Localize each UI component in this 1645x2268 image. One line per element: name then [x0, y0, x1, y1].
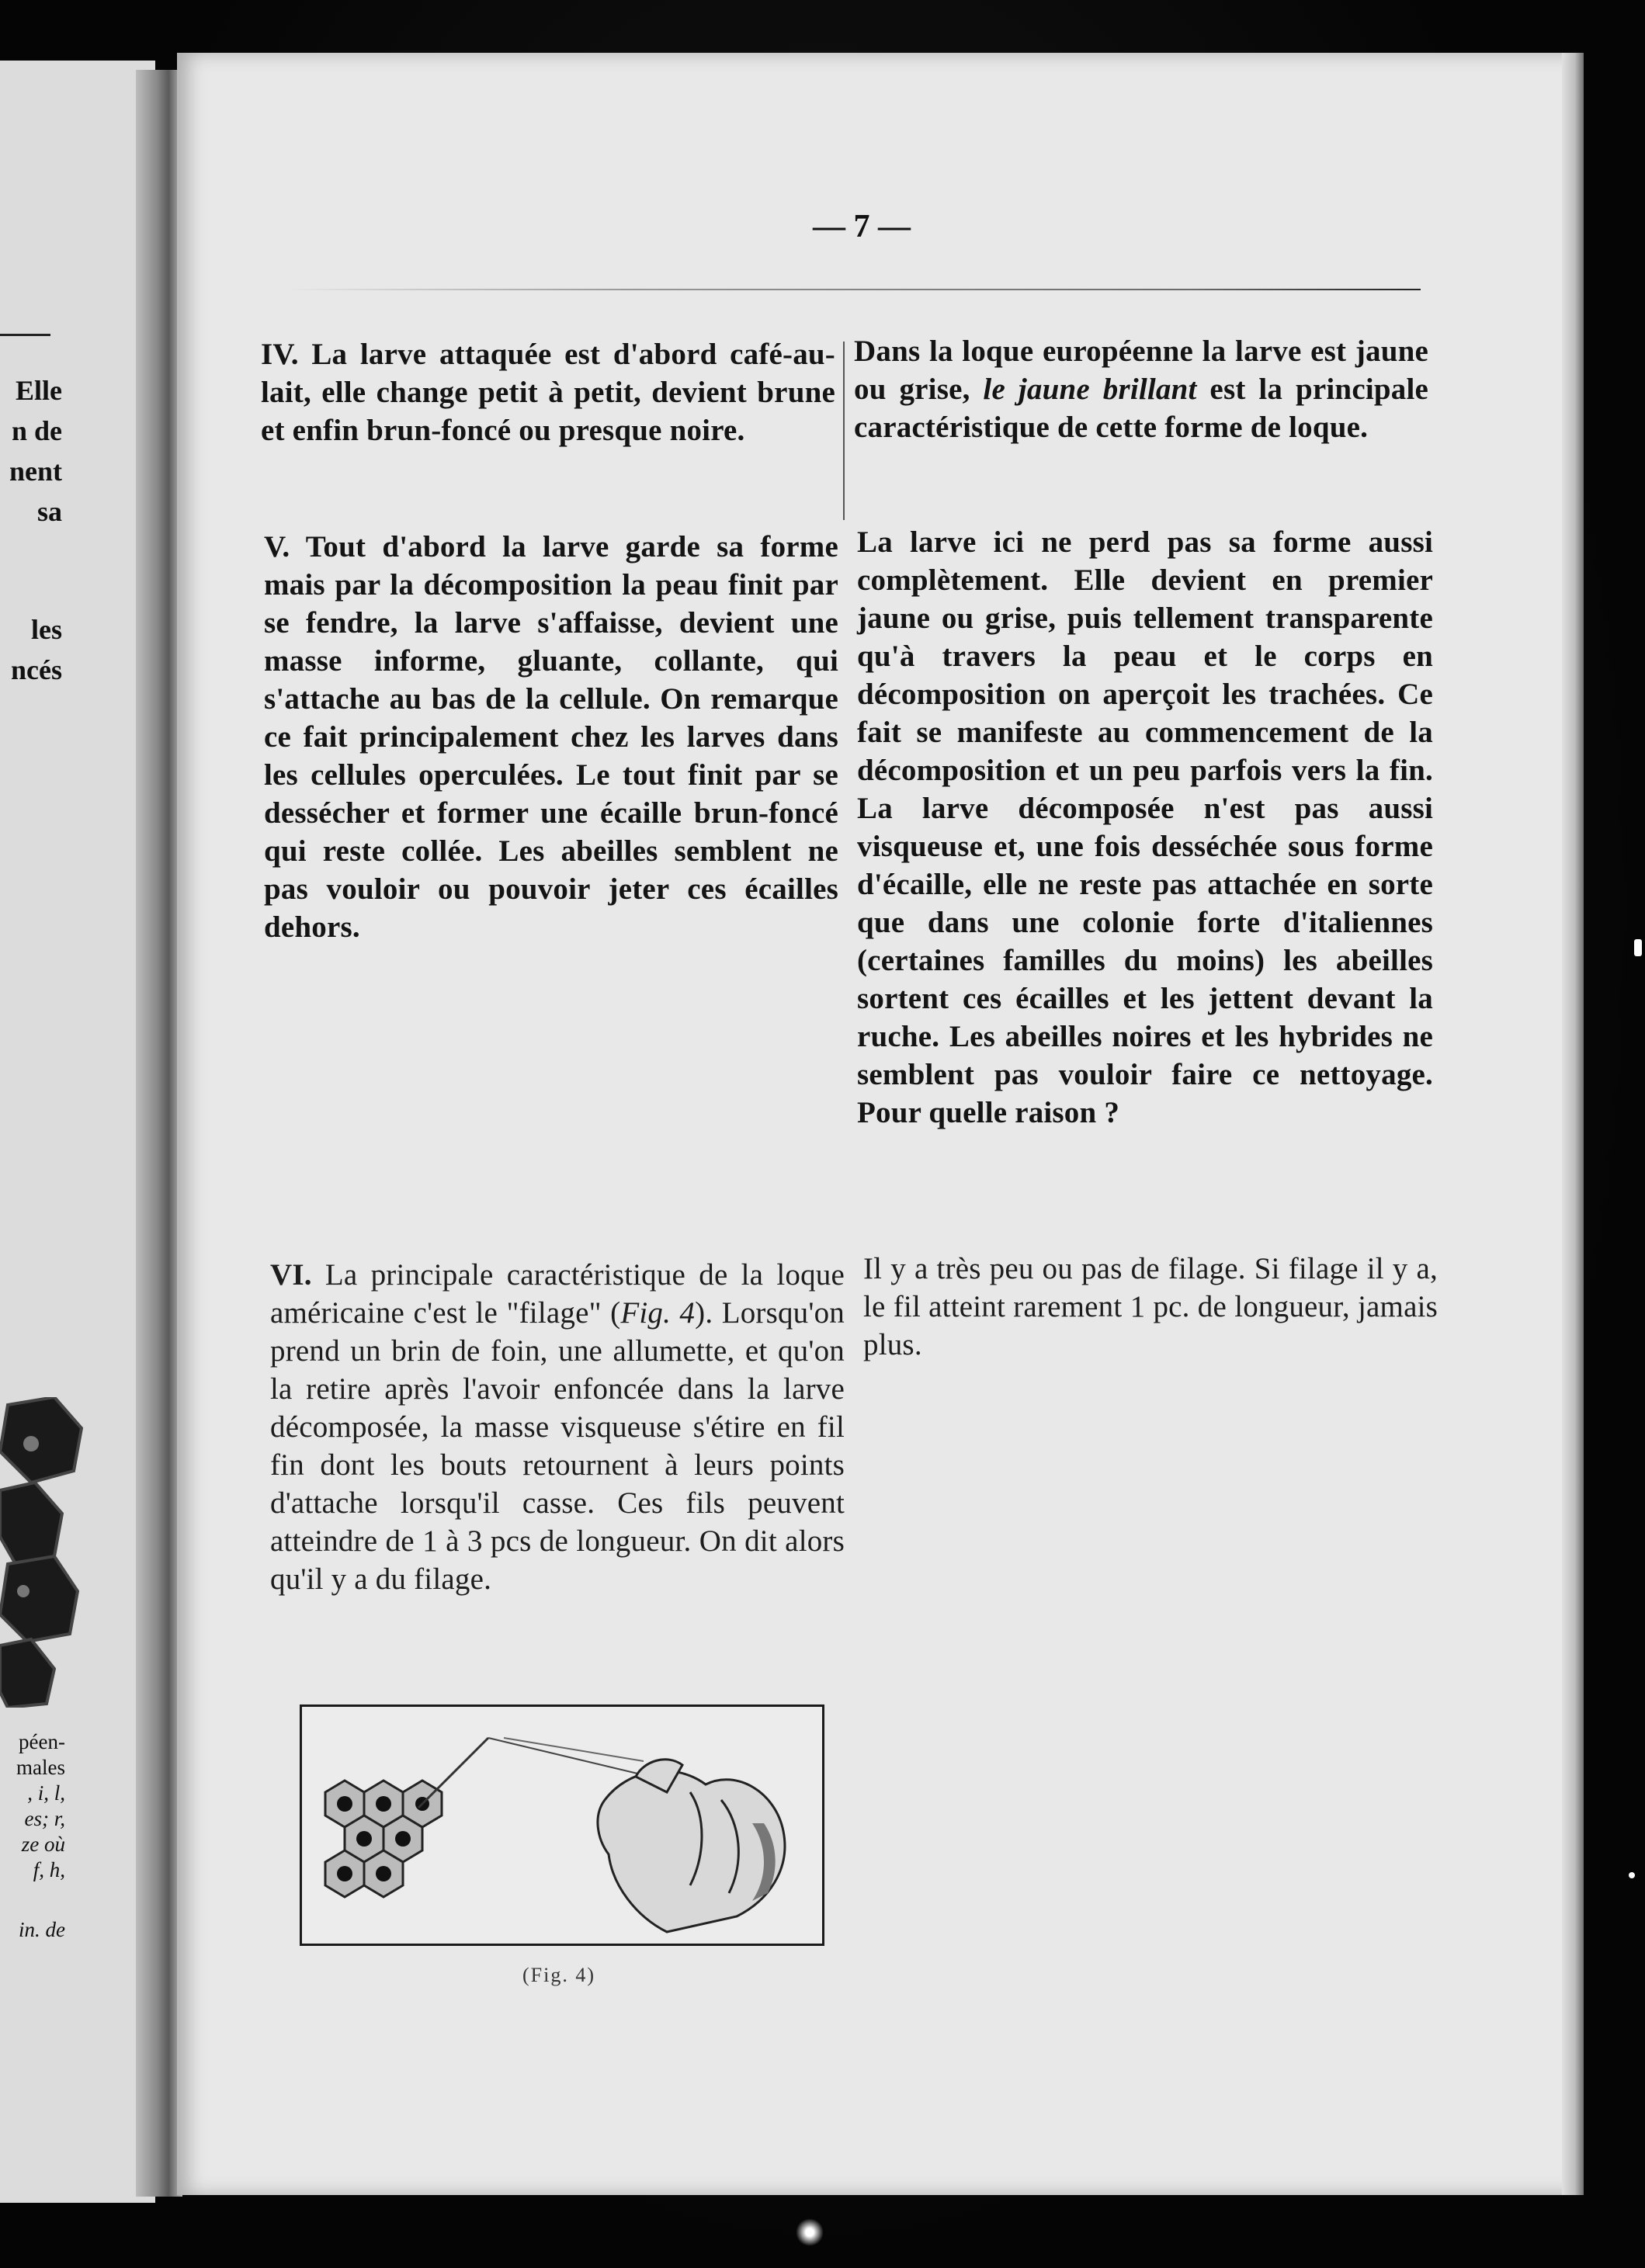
previous-page-fragment: sa	[36, 496, 62, 527]
larva-description-paragraph	[857, 523, 1433, 1132]
section-iv-paragraph	[261, 335, 835, 449]
previous-page-caption-fragment: péen-	[19, 1730, 65, 1753]
section-text: ). Lorsqu'on prend un brin de foin, une allumette, et qu'on la retire après l'avoir enfoncée dans la larve décomposée, la masse visqueuse s'étire en fil fin dont les bouts retournent à leurs points d'attache lorsqu'il casse. Ces fils peuvent atteindre de 1 à 3 pcs de longueur. On dit alors qu'il y a du filage.	[270, 1296, 845, 1596]
previous-page-fragment: n de	[11, 415, 62, 446]
section-number: IV.	[261, 338, 299, 371]
scan-artifact	[796, 2218, 824, 2246]
previous-page-caption-fragment: males	[16, 1756, 65, 1779]
paragraph-text: Dans la loque européenne la larve est jaune ou grise,	[854, 335, 1428, 406]
figure-4-frame	[300, 1704, 824, 1946]
figure-caption: (Fig. 4)	[522, 1964, 595, 1986]
page-right-edge	[1562, 53, 1584, 2195]
paragraph-text: La larve ici ne perd pas sa forme aussi complètement. Elle devient en premier jaune ou grise, puis tellement transparente qu'à travers la peau et le corps en décomposition on aperçoit les trachées. Ce fait se manifeste au commencement de la décomposition et un peu parfois vers la fin. La larve décomposée n'est pas aussi visqueuse et, une fois desséchée sous forme d'écaille, elle ne reste pas attachée en sorte que dans une colonie forte d'italiennes (certaines familles du moins) les abeilles sortent ces écailles et les jettent devant la ruche. Les abeilles noires et les hybrides ne semblent pas vouloir faire ce nettoyage. Pour quelle raison ?	[857, 525, 1433, 1129]
header-rule	[287, 289, 1421, 290]
scan-artifact	[1634, 939, 1642, 956]
column-divider	[843, 342, 845, 520]
section-vi-paragraph	[270, 1256, 845, 1598]
previous-page-fragment: nent	[9, 456, 62, 487]
previous-page-honeycomb-illustration	[0, 1397, 85, 1708]
section-text: La larve attaquée est d'abord café-au-lait, elle change petit à petit, devient brune et enfin brun-foncé ou presque noire.	[261, 338, 835, 447]
figure-reference: Fig. 4	[620, 1296, 696, 1330]
previous-page-caption-fragment: in. de	[19, 1918, 65, 1941]
previous-page-caption-fragment: , i, l,	[27, 1781, 65, 1805]
previous-page-caption-fragment: es; r,	[24, 1807, 65, 1830]
book-gutter	[136, 70, 182, 2197]
filage-paragraph	[863, 1250, 1438, 1364]
previous-page-rule	[0, 334, 50, 336]
previous-page-fragment: Elle	[16, 375, 62, 406]
page-number: — 7 —	[813, 209, 911, 244]
scan-artifact	[1629, 1872, 1635, 1878]
previous-page-fragment: ncés	[11, 654, 62, 685]
section-v-paragraph	[264, 528, 838, 946]
honeycomb-and-hand-with-straw-illustration	[302, 1707, 822, 1944]
previous-page-caption-fragment: ze où	[21, 1833, 65, 1856]
european-foulbrood-paragraph	[854, 332, 1428, 446]
previous-page-caption-fragment: f, h,	[33, 1858, 65, 1881]
section-text: Tout d'abord la larve garde sa forme mais par la décomposition la peau finit par se fendre, la larve s'affaisse, devient une masse informe, gluante, collante, qui s'attache au bas de la cellule. On remarque ce fait principalement chez les larves dans les cellules operculées. Le tout finit par se dessécher et former une écaille brun-foncé qui reste collée. Les abeilles semblent ne pas vouloir ou pouvoir jeter ces écailles dehors.	[264, 530, 838, 944]
paragraph-text: est la principale caractéristique de cette forme de loque.	[854, 373, 1429, 444]
emphasis-text: le jaune brillant	[983, 373, 1197, 406]
previous-page-fragment: les	[31, 614, 62, 645]
section-number: V.	[264, 530, 290, 564]
section-number: VI.	[270, 1258, 312, 1292]
section-text: La principale caractéristique de la loque américaine c'est le "filage" (	[270, 1258, 845, 1330]
paragraph-text: Il y a très peu ou pas de filage. Si filage il y a, le fil atteint rarement 1 pc. de longueur, jamais plus.	[863, 1252, 1438, 1361]
